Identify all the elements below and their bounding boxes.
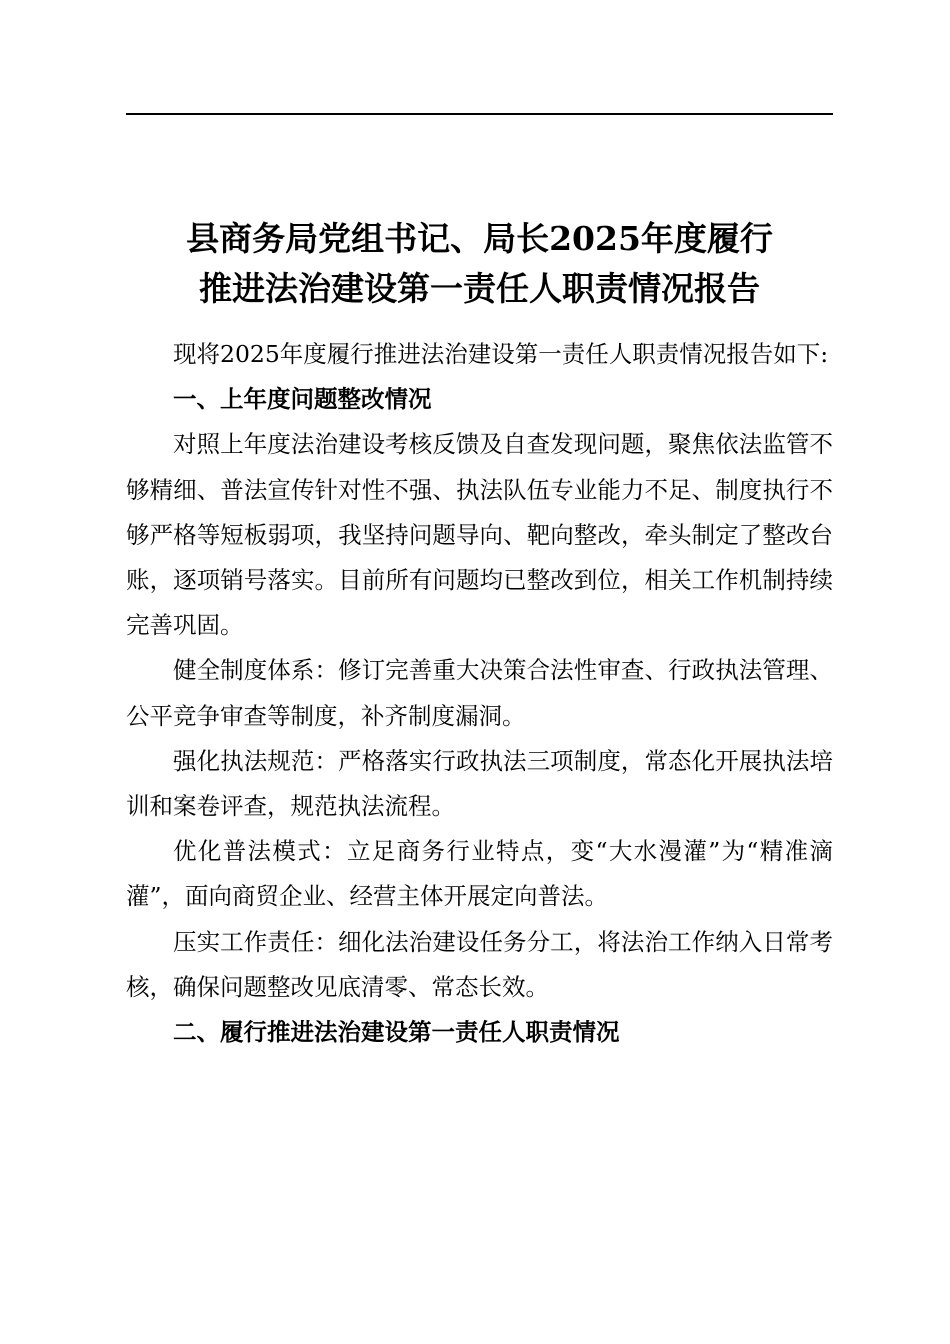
section-1-paragraph-4: 优化普法模式：立足商务行业特点，变“大水漫灌”为“精准滴灌”，面向商贸企业、经营主体开展定向普法。 [126, 837, 833, 911]
section-1-paragraph-2: 健全制度体系：修订完善重大决策合法性审查、行政执法管理、公平竞争审查等制度，补齐制度漏洞。 [126, 656, 833, 730]
document-title [126, 214, 833, 314]
section-1-paragraph-1: 对照上年度法治建设考核反馈及自查发现问题，聚焦依法监管不够精细、普法宣传针对性不强、执法队伍专业能力不足、制度执行不够严格等短板弱项，我坚持问题导向、靶向整改，牵头制定了整改台账，逐项销号落实。目前所有问题均已整改到位，相关工作机制持续完善巩固。 [126, 430, 833, 640]
section-1-paragraph-3: 强化执法规范：严格落实行政执法三项制度，常态化开展执法培训和案卷评查，规范执法流程。 [126, 746, 833, 821]
title-line-2: 推进法治建设第一责任人职责情况报告 [199, 269, 760, 308]
header-rule [126, 113, 833, 115]
title-line-1: 县商务局党组书记、局长2025年度履行 [186, 219, 773, 258]
document-body [126, 332, 833, 1055]
section-2-heading: 二、履行推进法治建设第一责任人职责情况 [173, 1018, 620, 1047]
section-1-paragraph-5: 压实工作责任：细化法治建设任务分工，将法治工作纳入日常考核，确保问题整改见底清零、常态长效。 [126, 927, 833, 1001]
section-1-heading: 一、上年度问题整改情况 [173, 385, 432, 414]
intro-paragraph: 现将2025年度履行推进法治建设第一责任人职责情况报告如下: [173, 340, 829, 368]
